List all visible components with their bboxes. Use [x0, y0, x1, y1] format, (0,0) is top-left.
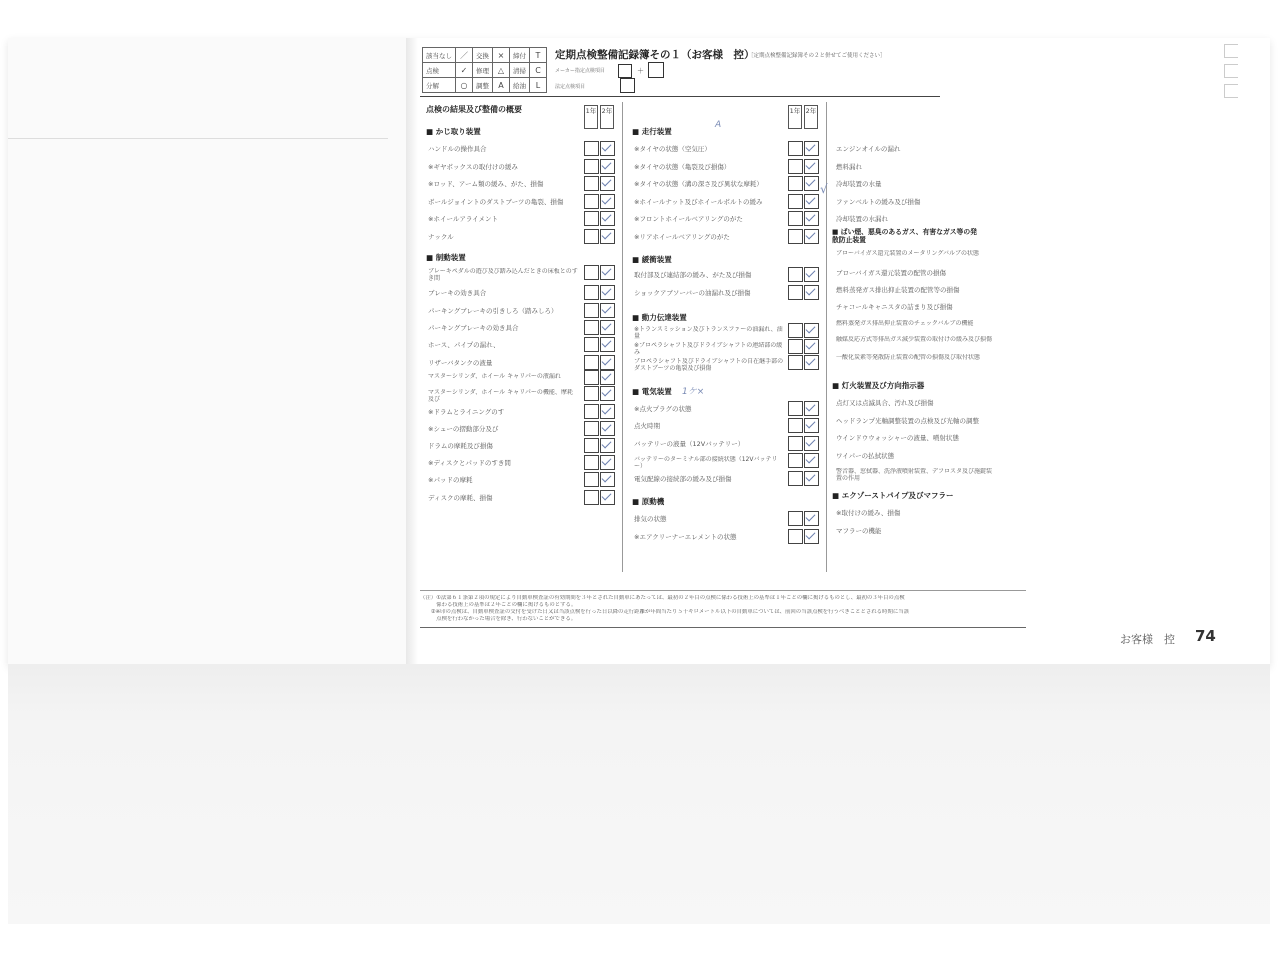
year2-checkbox[interactable] [804, 211, 819, 226]
legend-cell: 給油 [510, 78, 530, 93]
document-title: 定期点検整備記録簿その１（お客様 控） [555, 49, 755, 61]
inspection-item-label: ボールジョイントのダストブーツの亀裂、損傷 [428, 197, 564, 206]
year2-checkbox[interactable] [804, 285, 819, 300]
overview-title: 点検の結果及び整備の概要 [426, 105, 522, 114]
year2-checkbox[interactable] [600, 370, 615, 385]
legend-symbol: △ [493, 63, 510, 78]
inspection-item-label: 排気の状態 [634, 515, 667, 523]
year1-checkbox[interactable] [788, 418, 803, 433]
inspection-item-label: ファンベルトの緩み及び損傷 [836, 197, 921, 206]
legend-cell: 点検 [423, 63, 456, 78]
year1-checkbox[interactable] [584, 159, 599, 174]
left-page [8, 38, 409, 664]
header-divider [420, 96, 940, 97]
legend-symbol: A [493, 78, 510, 93]
inspection-item-label: パーキングブレーキの引きしろ（踏みしろ） [428, 307, 558, 315]
year2-checkbox[interactable] [600, 176, 615, 191]
inspection-item-label: ヘッドランプ光軸調整装置の点検及び光軸の調整 [836, 416, 979, 425]
legend-cell: 清掃 [510, 63, 530, 78]
inspection-item-label: 電気配線の接続部の緩み及び損傷 [634, 475, 732, 483]
inspection-item-label: 冷却装置の水量 [836, 180, 882, 188]
year2-checkbox[interactable] [600, 421, 615, 436]
footnotes [420, 590, 1026, 623]
inspection-item-label: ブローバイガス還元装置の配管の損傷 [836, 269, 946, 277]
inspection-item-label: ※ホイールナット及びホイールボルトの緩み [634, 197, 763, 206]
title-note: ［定期点検整備記録簿その２と併せてご使用ください］ [748, 53, 886, 59]
year2-checkbox[interactable] [600, 472, 615, 487]
legend-symbol: × [493, 48, 510, 63]
year1-checkbox[interactable] [584, 337, 599, 352]
year1-checkbox[interactable] [788, 211, 803, 226]
handwriting-mark: √ [820, 182, 828, 196]
footnote-line: ②※印の点検は、自動車検査証の交付を受けた日又は当該点検を行った日以降の走行距離が年間当たり５千キロメートル以下の自動車については、前回の当該点検を行うべきこととされる時期に当該 [420, 609, 910, 615]
inspection-item-label: マスターシリンダ、ホイール キャリパーの液漏れ [428, 373, 561, 380]
footnote-line: （注）①法第６１条第２項の規定により自動車検査証の有効期間を３年とされた自動車にあたっては、最初の２年目の点検に係わる技術上の基準は１年ごとの欄に掲げるものとし、最初の３年目の点検 [420, 595, 905, 601]
inspection-item-label: ※ディスクとパッドのすき間 [428, 459, 511, 467]
year2-header: 2年 [804, 105, 818, 129]
section-running: ■ 走行装置 [632, 126, 672, 137]
legend-cell: 交換 [473, 48, 493, 63]
inspection-item-label: 冷却装置の水漏れ [836, 215, 888, 223]
year1-checkbox[interactable] [584, 421, 599, 436]
section-emission: ■ ばい煙、悪臭のあるガス、有害なガス等の発散防止装置 [832, 228, 982, 244]
year2-checkbox[interactable] [600, 141, 615, 156]
inspection-item-label: ワイパーの払拭状態 [836, 451, 895, 460]
footnote-line: 係わる技術上の基準は２年ごとの欄に掲げるものとする。 [420, 602, 577, 608]
section-lights: ■ 灯火装置及び方向指示器 [832, 380, 924, 391]
year1-checkbox[interactable] [584, 386, 599, 401]
inspection-item-label: ※シューの摺動部分及び [428, 425, 499, 433]
legend-cell: 修理 [473, 63, 493, 78]
year2-checkbox[interactable] [600, 404, 615, 419]
year1-checkbox[interactable] [788, 453, 803, 468]
year1-checkbox[interactable] [788, 285, 803, 300]
inspection-item-label: 一酸化炭素等発散防止装置の配管の損傷及び取付状態 [836, 354, 981, 361]
inspection-item-label: 点火時期 [634, 422, 660, 430]
year2-checkbox[interactable] [804, 339, 819, 354]
year1-checkbox[interactable] [584, 438, 599, 453]
inspection-item-label: ※ドラムとライニングのす [428, 408, 505, 416]
year2-checkbox[interactable] [804, 453, 819, 468]
year2-checkbox[interactable] [600, 159, 615, 174]
inspection-item-label: バッテリーの液量（12Vバッテリー） [634, 440, 745, 448]
inspection-item-label: ※エアクリーナーエレメントの状態 [634, 532, 737, 541]
year1-checkbox[interactable] [584, 472, 599, 487]
year1-checkbox[interactable] [788, 529, 803, 544]
year1-checkbox[interactable] [788, 267, 803, 282]
maker-checkbox[interactable] [618, 64, 632, 78]
year1-checkbox[interactable] [788, 511, 803, 526]
inspection-item-label: ナックル [428, 232, 454, 241]
year1-checkbox[interactable] [788, 141, 803, 156]
right-edge-tabs [1224, 44, 1238, 104]
year2-checkbox[interactable] [804, 355, 819, 370]
inspection-item-label: 燃料漏れ [836, 162, 862, 171]
inspection-item-label: ※パッドの摩耗 [428, 476, 473, 484]
inspection-item-label: ※フロントホイールベアリングのがた [634, 215, 743, 223]
year1-checkbox[interactable] [788, 355, 803, 370]
legend-symbol: ✓ [456, 63, 473, 78]
section-electrical: ■ 電気装置 [632, 386, 672, 397]
year2-checkbox[interactable] [804, 267, 819, 282]
section-shock: ■ 緩衝装置 [632, 254, 672, 265]
inspection-item-label: ブレーキペダルの遊び及び踏み込んだときの床板とのすき間 [428, 268, 578, 282]
legend-symbol: T [530, 48, 547, 63]
inspection-item-label: ※タイヤの状態（亀裂及び損傷） [634, 162, 731, 171]
inspection-item-label: ブローバイガス還元装置のメータリングバルブの状態 [836, 250, 980, 257]
year1-checkbox[interactable] [584, 265, 599, 280]
inspection-item-label: 点灯又は点滅具合、汚れ及び損傷 [836, 399, 934, 407]
inspection-item-label: ドラムの摩耗及び損傷 [428, 442, 493, 450]
inspection-item-label: ※ロッド、アーム類の緩み、がた、損傷 [428, 180, 544, 188]
footer-label: お客様 控 [1120, 633, 1175, 646]
year1-checkbox[interactable] [584, 141, 599, 156]
inspection-item-label: ※タイヤの状態（空気圧） [634, 145, 711, 153]
legend-cell: 調整 [473, 78, 493, 93]
column-divider [622, 102, 623, 572]
year1-checkbox[interactable] [788, 194, 803, 209]
handwriting-mark: A [715, 120, 722, 130]
year1-checkbox[interactable] [788, 176, 803, 191]
year1-checkbox[interactable] [788, 436, 803, 451]
year2-checkbox[interactable] [804, 436, 819, 451]
year2-checkbox[interactable] [600, 229, 615, 244]
year2-checkbox[interactable] [600, 303, 615, 318]
year2-checkbox[interactable] [804, 323, 819, 338]
year1-checkbox[interactable] [584, 320, 599, 335]
year2-checkbox[interactable] [600, 265, 615, 280]
statutory-label: 法定点検項目 [555, 84, 586, 90]
inspection-item-label: 触媒反応方式等排出ガス減少装置の取付けの緩み及び損傷 [836, 336, 993, 343]
year1-checkbox[interactable] [788, 323, 803, 338]
legend-symbol: C [530, 63, 547, 78]
year2-checkbox[interactable] [804, 176, 819, 191]
year1-checkbox[interactable] [584, 404, 599, 419]
year1-header: 1年 [584, 105, 598, 129]
year1-checkbox[interactable] [584, 303, 599, 318]
form-bottom-border [420, 627, 1026, 628]
year2-header: 2年 [600, 105, 614, 129]
year1-checkbox[interactable] [584, 455, 599, 470]
inspection-item-label: 取付部及び連結部の緩み、がた及び損傷 [634, 271, 752, 279]
inspection-item-label: 燃料蒸発ガス排出抑止装置の配管等の損傷 [836, 286, 960, 294]
year2-checkbox[interactable] [804, 194, 819, 209]
year2-checkbox[interactable] [804, 159, 819, 174]
legend-cell: 該当なし [423, 48, 456, 63]
inspection-item-label: ※点火プラグの状態 [634, 405, 692, 413]
inspection-item-label: ショックアブソーバーの油漏れ及び損傷 [634, 289, 751, 297]
maker-label: メーカー指定点検項目 [555, 68, 605, 74]
inspection-item-label: マスターシリンダ、ホイール キャリパーの機能、摩耗及び [428, 389, 573, 403]
year2-checkbox[interactable] [600, 194, 615, 209]
year1-checkbox[interactable] [584, 211, 599, 226]
inspection-form [420, 44, 1026, 628]
inspection-item-label: ※プロペラシャフト及びドライブシャフトの連結部の緩み [634, 342, 783, 356]
year2-checkbox[interactable] [804, 418, 819, 433]
inspection-item-label: エンジンオイルの漏れ [836, 145, 901, 153]
inspection-item-label: ブレーキの効き具合 [428, 289, 487, 297]
year1-checkbox[interactable] [584, 229, 599, 244]
inspection-item-label: ハンドルの操作具合 [428, 145, 487, 153]
year1-checkbox[interactable] [788, 229, 803, 244]
year2-checkbox[interactable] [804, 511, 819, 526]
year1-checkbox[interactable] [788, 401, 803, 416]
section-brake: ■ 制動装置 [426, 252, 466, 263]
year2-checkbox[interactable] [600, 337, 615, 352]
inspection-item-label: パーキングブレーキの効き具合 [428, 324, 519, 332]
scanner-background [8, 664, 1270, 924]
inspection-item-label: ※トランスミッション及びトランスファーの油漏れ、油量 [634, 326, 783, 340]
inspection-item-label: プロペラシャフト及びドライブシャフトの自在継手部のダストブーツの亀裂及び損傷 [634, 358, 784, 372]
inspection-item-label: ホース、パイプの漏れ、 [428, 341, 500, 349]
legend-symbol: L [530, 78, 547, 93]
year1-checkbox[interactable] [584, 194, 599, 209]
inspection-item-label: ※ホイールアライメント [428, 215, 499, 223]
inspection-item-label: バッテリーのターミナル部の接続状態（12Vバッテリー） [634, 456, 778, 470]
inspection-item-label: リザーバタンクの液量 [428, 359, 493, 367]
page-number: 74 [1195, 627, 1216, 645]
year2-checkbox[interactable] [804, 229, 819, 244]
year2-checkbox[interactable] [600, 438, 615, 453]
inspection-item-label: ウインドウウォッシャーの液量、噴射状態 [836, 434, 959, 442]
handwriting-mark: 1ケ× [682, 387, 705, 397]
inspection-item-label: ※取付けの緩み、損傷 [836, 509, 901, 517]
page-fold [406, 38, 418, 664]
year1-checkbox[interactable] [584, 490, 599, 505]
legend-cell: 分解 [423, 78, 456, 93]
inspection-item-label: 燃料蒸発ガス排出抑止装置のチェックバルブの機能 [836, 320, 974, 327]
year1-checkbox[interactable] [788, 339, 803, 354]
year2-checkbox[interactable] [600, 386, 615, 401]
legend-symbol: ○ [456, 78, 473, 93]
inspection-item-label: ※タイヤの状態（溝の深さ及び異状な摩耗） [634, 180, 763, 188]
plus-sign: ＋ [637, 67, 644, 75]
inspection-item-label: 警音器、窓拭器、洗浄液噴射装置、デフロスタ及び施錠装置の作用 [836, 468, 993, 482]
year2-checkbox[interactable] [804, 529, 819, 544]
section-exhaust: ■ エクゾーストパイプ及びマフラー [832, 490, 953, 501]
inspection-item-label: ※ギヤボックスの取付けの緩み [428, 162, 518, 171]
year2-checkbox[interactable] [600, 285, 615, 300]
year1-header: 1年 [788, 105, 802, 129]
symbol-legend [422, 47, 547, 93]
legend-symbol: ／ [456, 48, 473, 63]
year2-checkbox[interactable] [804, 141, 819, 156]
maker-checkbox-2[interactable] [648, 62, 664, 78]
section-engine: ■ 原動機 [632, 496, 664, 507]
legend-cell: 締付 [510, 48, 530, 63]
year2-checkbox[interactable] [600, 490, 615, 505]
year2-checkbox[interactable] [600, 211, 615, 226]
year1-checkbox[interactable] [788, 471, 803, 486]
year1-checkbox[interactable] [584, 370, 599, 385]
inspection-item-label: ディスクの摩耗、損傷 [428, 494, 493, 502]
year2-checkbox[interactable] [600, 355, 615, 370]
year1-checkbox[interactable] [584, 285, 599, 300]
footnote-line: 点検を行わなかった場合を除き、行わないことができる。 [420, 616, 577, 622]
inspection-item-label: ※リアホイールベアリングのがた [634, 232, 730, 241]
inspection-item-label: チャコールキャニスタの詰まり及び損傷 [836, 303, 953, 311]
section-steering: ■ かじ取り装置 [426, 126, 481, 137]
year2-checkbox[interactable] [600, 320, 615, 335]
year1-checkbox[interactable] [788, 159, 803, 174]
column-divider [826, 102, 827, 572]
section-drive: ■ 動力伝達装置 [632, 312, 687, 323]
year2-checkbox[interactable] [804, 401, 819, 416]
year1-checkbox[interactable] [584, 355, 599, 370]
inspection-item-label: マフラーの機能 [836, 526, 882, 535]
year1-checkbox[interactable] [584, 176, 599, 191]
year2-checkbox[interactable] [600, 455, 615, 470]
year2-checkbox[interactable] [804, 471, 819, 486]
statutory-checkbox[interactable] [620, 78, 635, 93]
